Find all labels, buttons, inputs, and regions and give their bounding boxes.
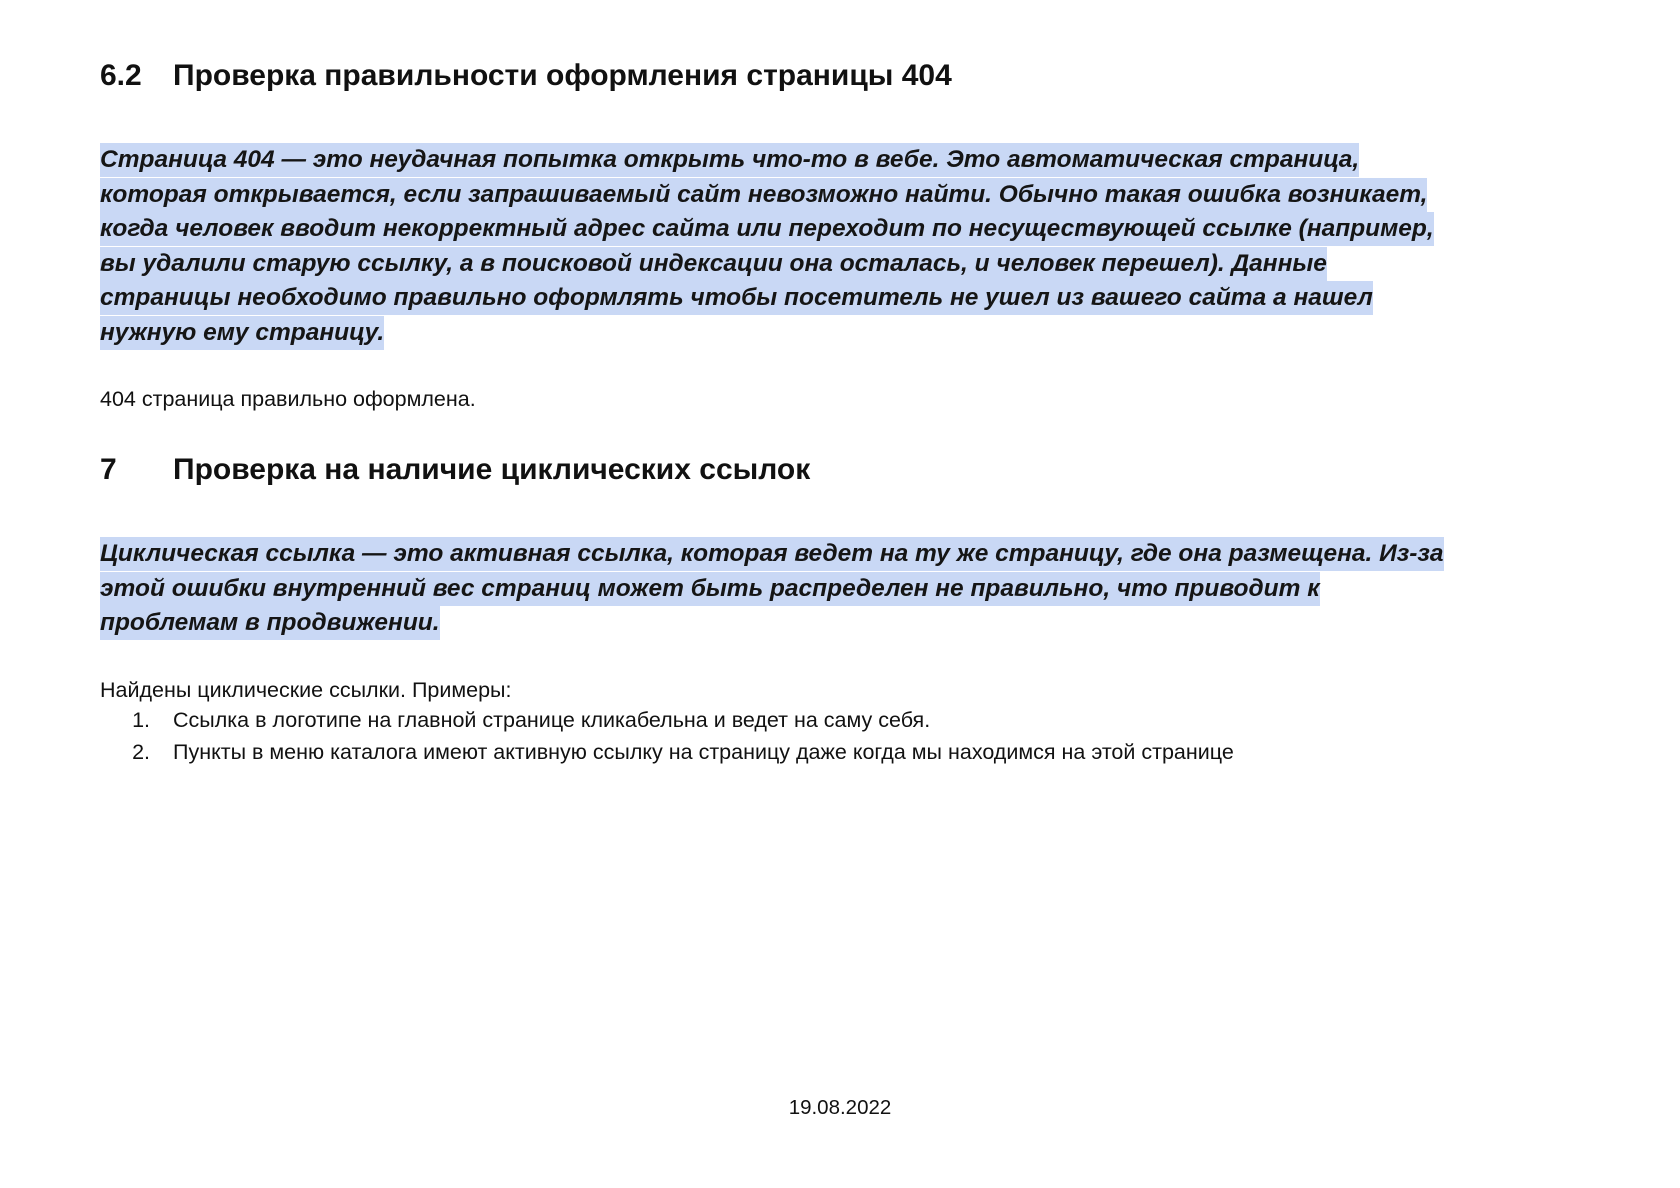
section-title: Проверка правильности оформления страницы 404 [173, 59, 952, 92]
section-heading-7 [100, 452, 810, 488]
highlighted-definition-cyclic-links [100, 537, 1560, 641]
section-heading-6-2 [100, 58, 952, 94]
highlight-line: страницы необходимо правильно оформлять чтобы посетитель не ушел из вашего сайта а нашел [100, 281, 1373, 315]
result-text-cyclic: Найдены циклические ссылки. Примеры: [100, 678, 512, 702]
highlight-line: проблемам в продвижении. [100, 606, 440, 640]
highlight-line: этой ошибки внутренний вес страниц может быть распределен не правильно, что приводит к [100, 572, 1320, 606]
list-item-text: Ссылка в логотипе на главной странице кликабельна и ведет на саму себя. [173, 708, 931, 732]
examples-list [100, 704, 1234, 768]
highlight-line: нужную ему страницу. [100, 316, 384, 350]
list-marker: 1. [132, 708, 150, 732]
section-number: 6.2 [100, 59, 142, 92]
footer-date: 19.08.2022 [788, 1096, 892, 1119]
highlight-line: когда человек вводит некорректный адрес сайта или переходит по несуществующей ссылке (например, [100, 212, 1434, 246]
highlight-line: Циклическая ссылка — это активная ссылка, которая ведет на ту же страницу, где она размещена. Из-за [100, 537, 1444, 571]
list-item-text: Пункты в меню каталога имеют активную ссылку на страницу даже когда мы находимся на этой странице [173, 740, 1234, 764]
section-title: Проверка на наличие циклических ссылок [173, 453, 811, 486]
highlighted-definition-404 [100, 143, 1560, 350]
highlight-line: вы удалили старую ссылку, а в поисковой индексации она осталась, и человек перешел). Данные [100, 247, 1327, 281]
result-text-404: 404 страница правильно оформлена. [100, 387, 476, 411]
list-marker: 2. [132, 740, 150, 764]
section-number: 7 [100, 453, 117, 486]
highlight-line: Страница 404 — это неудачная попытка открыть что-то в вебе. Это автоматическая страница, [100, 143, 1359, 177]
list-item [100, 704, 1234, 736]
list-item [100, 736, 1234, 768]
highlight-line: которая открывается, если запрашиваемый сайт невозможно найти. Обычно такая ошибка возникает, [100, 178, 1427, 212]
